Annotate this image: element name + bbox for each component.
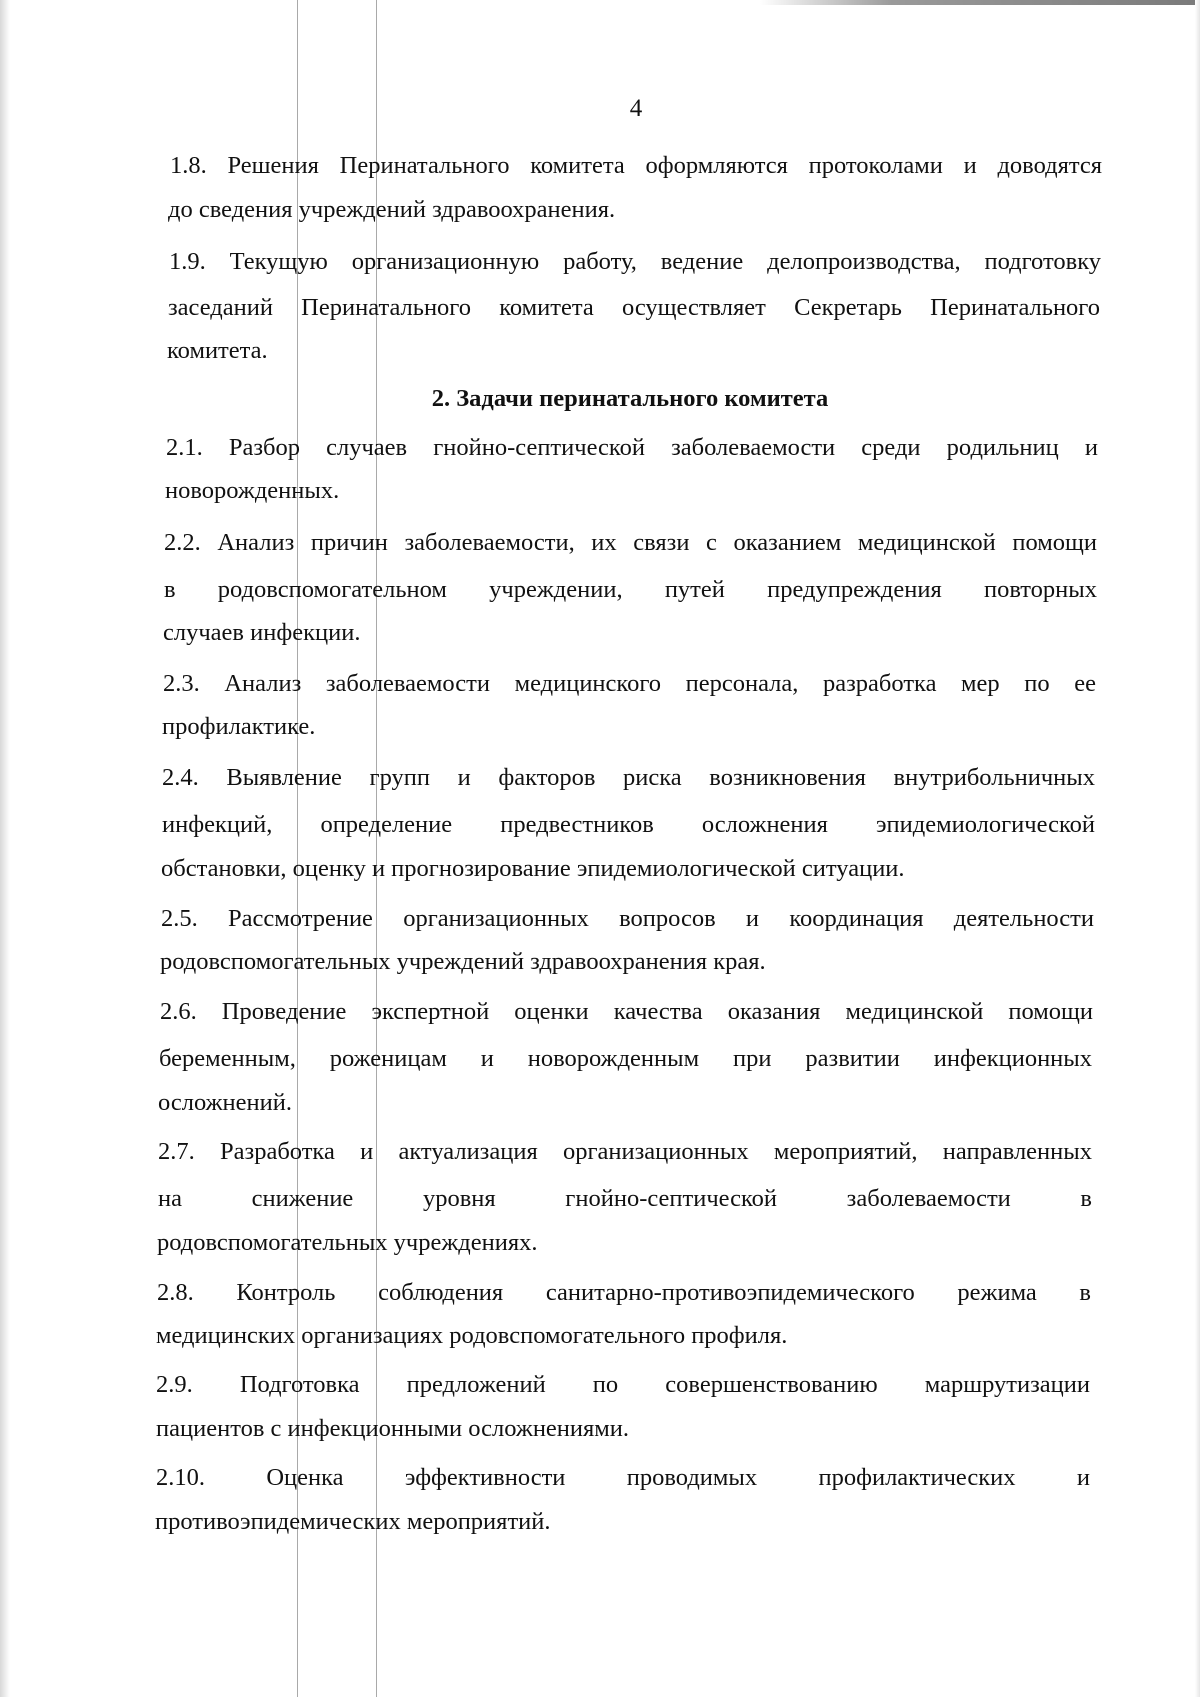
paragraph-line: 2.8. Контроль соблюдения санитарно-противоэпидемического режима в (157, 1279, 1091, 1306)
paragraph-line: беременным, роженицам и новорожденным при развитии инфекционных (159, 1045, 1092, 1072)
paragraph-line: родовспомогательных учреждениях. (157, 1229, 538, 1256)
paragraph-line: осложнений. (158, 1089, 292, 1116)
scan-edge-left (0, 0, 10, 1697)
paragraph-line: 2.2. Анализ причин заболеваемости, их связи с оказанием медицинской помощи (164, 529, 1097, 556)
paragraph-line: инфекций, определение предвестников осложнения эпидемиологической (162, 811, 1095, 838)
paragraph-line: пациентов с инфекционными осложнениями. (156, 1415, 630, 1442)
paragraph-line: противоэпидемических мероприятий. (155, 1508, 551, 1535)
paragraph-line: 2.1. Разбор случаев гнойно-септической заболеваемости среди родильниц и (166, 434, 1098, 461)
paragraph-line: обстановки, оценку и прогнозирование эпидемиологической ситуации. (161, 855, 905, 882)
scan-edge-right (1195, 0, 1200, 1697)
paragraph-line: до сведения учреждений здравоохранения. (168, 196, 616, 223)
page-number: 4 (629, 95, 643, 122)
section-heading: 2. Задачи перинатального комитета (431, 385, 829, 412)
paragraph-line: 2.9. Подготовка предложений по совершенствованию маршрутизации (156, 1371, 1090, 1398)
paragraph-line: родовспомогательных учреждений здравоохранения края. (160, 948, 766, 975)
paragraph-line: 1.9. Текущую организационную работу, ведение делопроизводства, подготовку (169, 248, 1101, 275)
paragraph-line: новорожденных. (165, 477, 340, 504)
paragraph-line: случаев инфекции. (163, 619, 361, 646)
paragraph-line: в родовспомогательном учреждении, путей предупреждения повторных (164, 576, 1097, 603)
paragraph-line: комитета. (167, 337, 268, 364)
paragraph-line: 2.3. Анализ заболеваемости медицинского персонала, разработка мер по ее (163, 670, 1096, 697)
scan-edge-top (760, 0, 1200, 5)
paragraph-line: на снижение уровня гнойно-септической заболеваемости в (158, 1185, 1092, 1212)
paragraph-line: 2.7. Разработка и актуализация организационных мероприятий, направленных (158, 1138, 1092, 1165)
paragraph-line: 2.6. Проведение экспертной оценки качества оказания медицинской помощи (160, 998, 1093, 1025)
paragraph-line: профилактике. (162, 713, 316, 740)
paragraph-line: 2.10. Оценка эффективности проводимых профилактических и (156, 1464, 1090, 1491)
paragraph-line: 2.5. Рассмотрение организационных вопросов и координация деятельности (161, 905, 1094, 932)
paragraph-line: заседаний Перинатального комитета осуществляет Секретарь Перинатального (168, 294, 1100, 321)
paragraph-line: медицинских организациях родовспомогательного профиля. (156, 1322, 788, 1349)
paragraph-line: 1.8. Решения Перинатального комитета оформляются протоколами и доводятся (170, 152, 1102, 179)
paragraph-line: 2.4. Выявление групп и факторов риска возникновения внутрибольничных (162, 764, 1095, 791)
